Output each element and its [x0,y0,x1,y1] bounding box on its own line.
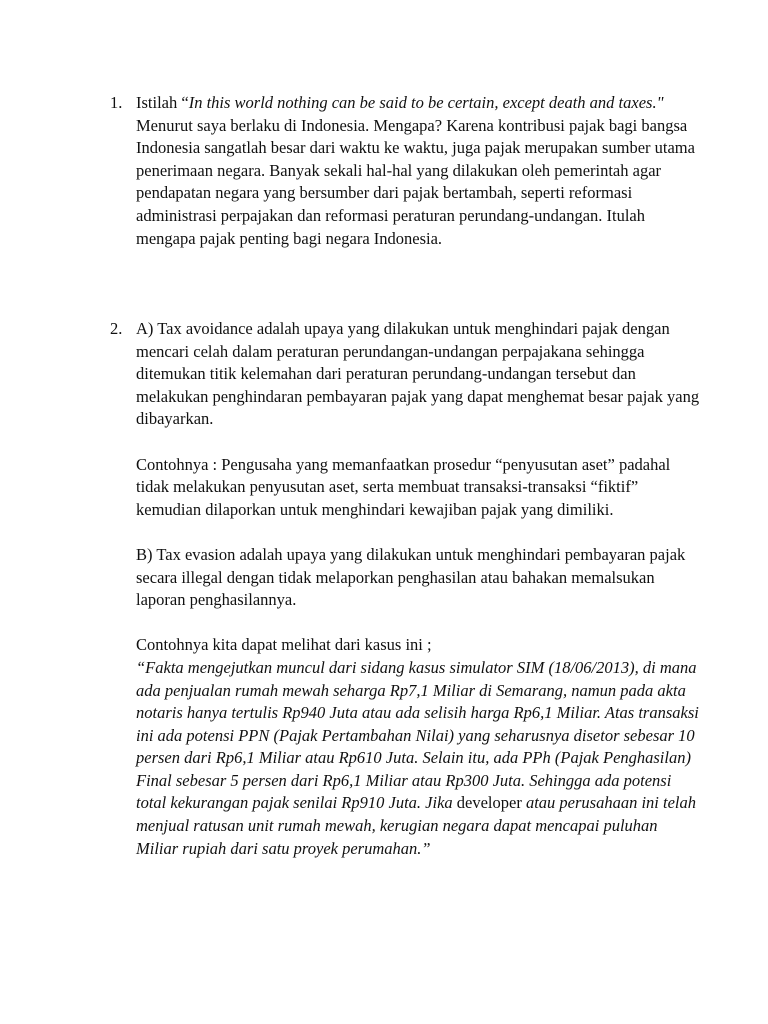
item-number: 1. [110,93,123,112]
answer-2-body [136,318,700,860]
answer-1-quote: In this world nothing can be said to be certain, except death and taxes." [188,93,664,112]
answer-1-lead: Istilah “ [136,93,189,112]
tax-avoidance-definition: A) Tax avoidance adalah upaya yang dilakukan untuk menghindari pajak dengan mencari celah dalam peraturan perundangan-undangan perpajakana sehingga ditemukan titik kelemahan dari peraturan perundang-undangan tersebut dan melakukan penghindaran pembayaran pajak yang dapat menghemat besar pajak yang dibayarkan. [136,319,700,429]
case-quote-part-2: atau perusahaan ini telah menjual ratusan unit rumah mewah, kerugian negara dapat mencapai puluhan Miliar rupiah dari satu proyek perumahan.” [136,793,697,858]
answer-1-paragraph [136,92,700,250]
answer-1-body [136,92,700,250]
case-quote-plain-word: developer [456,793,522,813]
answer-1-text: Menurut saya berlaku di Indonesia. Mengapa? Karena kontribusi pajak bagi bangsa Indonesia sangatlah besar dari waktu ke waktu, juga pajak merupakan sumber utama penerimaan negara. Banyak sekali hal-hal yang dilakukan oleh pemerintah agar pendapatan negara yang bersumber dari pajak bertambah, seperti reformasi administrasi perpajakan dan reformasi peraturan perundang-undangan. Itulah mengapa pajak penting bagi negara Indonesia. [136,115,695,248]
answer-2 [110,318,700,860]
answer-1 [110,92,700,250]
tax-evasion-example-intro: Contohnya kita dapat melihat dari kasus ini ; [136,635,432,655]
case-quote [136,657,700,860]
item-number: 2. [110,319,123,338]
tax-avoidance-example: Contohnya : Pengusaha yang memanfaatkan prosedur “penyusutan aset” padahal tidak melakukan penyusutan aset, serta membuat transaksi-transaksi “fiktif” kemudian dilaporkan untuk menghindari kewajiban pajak yang dimiliki. [136,454,671,519]
case-quote-part-1: “Fakta mengejutkan muncul dari sidang kasus simulator SIM (18/06/2013), di mana ada penjualan rumah mewah seharga Rp7,1 Miliar di Semarang, namun pada akta notaris hanya tertulis Rp940 Juta atau ada selisih harga Rp6,1 Miliar. Atas transaksi ini ada potensi PPN (Pajak Pertambahan Nilai) yang seharusnya disetor sebesar 10 persen dari Rp6,1 Miliar atau Rp610 Juta. Selain itu, ada PPh (Pajak Penghasilan) Final sebesar 5 persen dari Rp6,1 Miliar atau Rp300 Juta. Sehingga ada potensi total kekurangan pajak senilai Rp910 Juta. Jika [136,657,699,813]
tax-evasion-definition: B) Tax evasion adalah upaya yang dilakukan untuk menghindari pembayaran pajak secara illegal dengan tidak melaporkan penghasilan atau bahakan memalsukan laporan penghasilannya. [136,544,686,610]
